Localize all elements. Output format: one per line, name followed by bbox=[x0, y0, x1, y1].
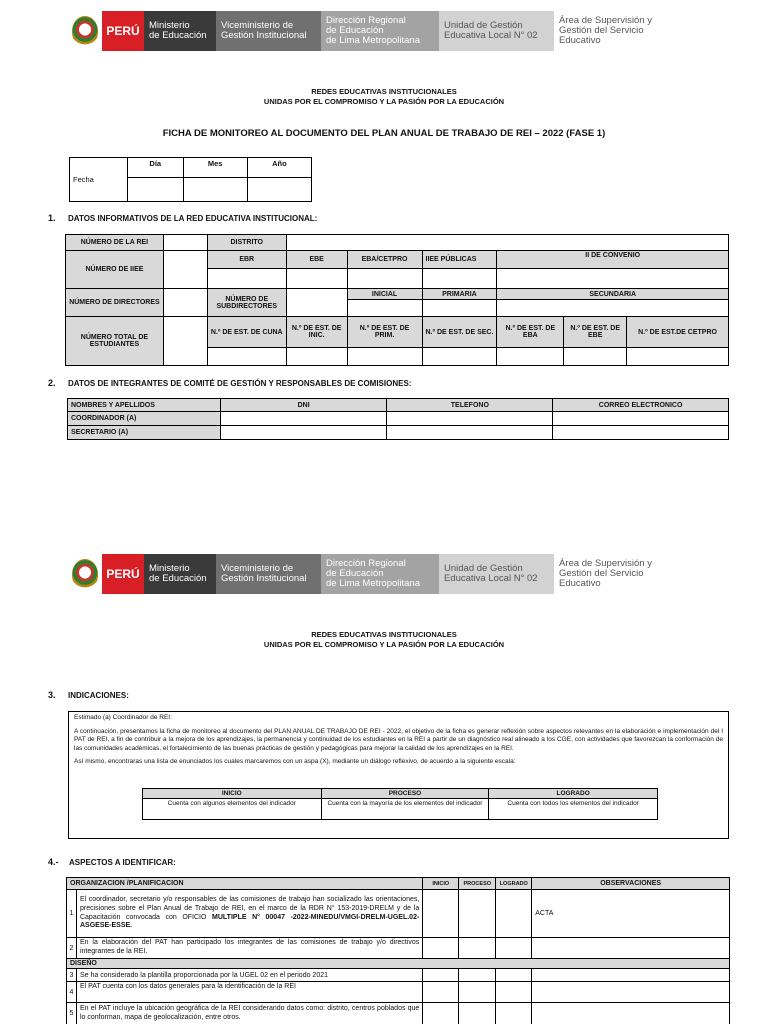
organizacion-header: ORGANIZACION /PLANIFICACION bbox=[67, 878, 423, 890]
numero-rei-label: NÚMERO DE LA REI bbox=[66, 235, 164, 251]
col-correo: CORREO ELECTRONICO bbox=[553, 399, 729, 412]
col-dni: DNI bbox=[220, 399, 387, 412]
row-3-logrado-cell[interactable] bbox=[496, 969, 532, 982]
row-1-logrado-cell[interactable] bbox=[496, 890, 532, 938]
fecha-label: Fecha bbox=[70, 158, 128, 202]
est-ebe-field[interactable] bbox=[564, 348, 627, 366]
total-estudiantes-field[interactable] bbox=[163, 317, 207, 366]
escala-logrado-desc: Cuenta con todos los elementos del indicador bbox=[489, 799, 658, 820]
row-4-obs[interactable] bbox=[532, 982, 730, 1003]
coordinador-correo-field[interactable] bbox=[553, 412, 729, 426]
row-3-inicio-cell[interactable] bbox=[423, 969, 459, 982]
ebe-field[interactable] bbox=[286, 269, 347, 289]
dia-field[interactable] bbox=[128, 178, 184, 202]
secundaria-field[interactable] bbox=[497, 300, 729, 317]
ebr-field[interactable] bbox=[207, 269, 286, 289]
ebe-label: EBE bbox=[286, 251, 347, 269]
est-sec-label: N.º DE EST. DE SEC. bbox=[422, 317, 497, 348]
directores-field[interactable] bbox=[163, 289, 207, 317]
row-3-text: Se ha considerado la plantilla proporcionada por la UGEL 02 en el periodo 2021 bbox=[76, 969, 422, 982]
escala-table bbox=[142, 788, 658, 820]
col-observaciones: OBSERVACIONES bbox=[532, 878, 730, 890]
row-4-text: El PAT cuenta con los datos generales para la identificación de la REI bbox=[76, 982, 422, 1003]
convenio-label: II DE CONVENIO bbox=[497, 251, 729, 269]
coordinador-dni-field[interactable] bbox=[220, 412, 387, 426]
ebr-label: EBR bbox=[207, 251, 286, 269]
row-3-obs[interactable] bbox=[532, 969, 730, 982]
est-eba-label: N.º DE EST. DE EBA bbox=[497, 317, 564, 348]
aspectos-table bbox=[66, 877, 730, 1024]
row-1-inicio-cell[interactable] bbox=[423, 890, 459, 938]
distrito-label: DISTRITO bbox=[207, 235, 286, 251]
form-title: FICHA DE MONITOREO AL DOCUMENTO DEL PLAN ANUAL DE TRABAJO DE REI – 2022 (FASE 1) bbox=[162, 128, 606, 139]
ugel-label: Unidad de Gestión Educativa Local N° 02 bbox=[439, 554, 554, 594]
area-label: Área de Supervisión y Gestión del Servicio Educativo bbox=[554, 11, 674, 51]
row-coordinador: COORDINADOR (A) bbox=[68, 412, 221, 426]
row-1-num: 1 bbox=[67, 890, 77, 938]
dre-label: Dirección Regional de Educación de Lima Metropolitana bbox=[321, 554, 439, 594]
eba-field[interactable] bbox=[347, 269, 422, 289]
numero-iiee-field[interactable] bbox=[163, 251, 207, 289]
primaria-field[interactable] bbox=[422, 300, 497, 317]
viceministerio-label: Viceministerio de Gestión Institucional bbox=[216, 11, 321, 51]
header-line-2: UNIDAS POR EL COMPROMISO Y LA PASIÓN POR LA EDUCACIÓN bbox=[263, 640, 505, 649]
institution-banner-2 bbox=[68, 554, 674, 594]
section-4-title: 4.- ASPECTOS A IDENTIFICAR: bbox=[48, 857, 176, 867]
iiee-publicas-field[interactable] bbox=[422, 269, 497, 289]
est-prim-field[interactable] bbox=[347, 348, 422, 366]
row-5-logrado-cell[interactable] bbox=[496, 1003, 532, 1024]
peru-crest-icon bbox=[72, 559, 98, 589]
row-4-logrado-cell[interactable] bbox=[496, 982, 532, 1003]
row-3-num: 3 bbox=[67, 969, 77, 982]
est-cuna-label: N.º DE EST. DE CUNA bbox=[207, 317, 286, 348]
indicaciones-p1: A continuación, presentamos la ficha de monitoreo al documento del PLAN ANUAL DE TRABAJO DE REI - 2022, el objetivo de la ficha es generar reflexión sobre aspectos relevantes en la elaboración e implementación del I PAT de REI, a fin de contribuir a la mejora de los aprendizajes, la permanencia y continuidad de los estudiantes en la REI a partir de un diagnóstico real alineado a los CGE, con actividades que favorezcan la conformación de las comunidades académicas, el fortalecimiento de las buenas prácticas de gestión y pedagógicas para mejorar la calidad de los aprendizajes en la REI. bbox=[74, 727, 723, 752]
peru-crest-icon bbox=[72, 16, 98, 46]
primaria-label: PRIMARIA bbox=[422, 289, 497, 300]
escala-inicio: INICIO bbox=[143, 789, 322, 799]
dia-header: Día bbox=[128, 158, 184, 178]
col-inicio: INICIO bbox=[423, 878, 459, 890]
row-5-num: 5 bbox=[67, 1003, 77, 1024]
section-3-title: 3. INDICACIONES: bbox=[48, 690, 129, 700]
distrito-field[interactable] bbox=[286, 235, 728, 251]
secretario-telefono-field[interactable] bbox=[387, 426, 553, 440]
est-sec-field[interactable] bbox=[422, 348, 497, 366]
escala-inicio-desc: Cuenta con algunos elementos del indicador bbox=[143, 799, 322, 820]
row-2-text: En la elaboración del PAT han participado los integrantes de las comisiones de trabajo y/o directivos integrantes de la REI. bbox=[76, 938, 422, 959]
section-2-title: 2. DATOS DE INTEGRANTES DE COMITÉ DE GESTIÓN Y RESPONSABLES DE COMISIONES: bbox=[48, 378, 412, 388]
area-label: Área de Supervisión y Gestión del Servicio Educativo bbox=[554, 554, 674, 594]
secretario-correo-field[interactable] bbox=[553, 426, 729, 440]
est-prim-label: N.º DE EST. DE PRIM. bbox=[347, 317, 422, 348]
est-cetpro-field[interactable] bbox=[627, 348, 729, 366]
comite-table bbox=[67, 398, 729, 440]
row-2-proceso-cell[interactable] bbox=[459, 938, 496, 959]
numero-iiee-label: NÚMERO DE IIEE bbox=[66, 251, 164, 289]
subdirectores-field[interactable] bbox=[286, 289, 347, 317]
escala-proceso-desc: Cuenta con la mayoría de los elementos del indicador bbox=[321, 799, 489, 820]
diseno-header: DISEÑO bbox=[67, 959, 730, 969]
est-cuna-field[interactable] bbox=[207, 348, 286, 366]
est-inic-field[interactable] bbox=[286, 348, 347, 366]
inicial-field[interactable] bbox=[347, 300, 422, 317]
header-line-2: UNIDAS POR EL COMPROMISO Y LA PASIÓN POR LA EDUCACIÓN bbox=[263, 97, 505, 106]
row-5-proceso-cell[interactable] bbox=[459, 1003, 496, 1024]
iiee-publicas-label: IIEE PÚBLICAS bbox=[422, 251, 497, 269]
est-inic-label: N.º DE EST. DE INIC. bbox=[286, 317, 347, 348]
row-2-obs[interactable] bbox=[532, 938, 730, 959]
mes-field[interactable] bbox=[183, 178, 247, 202]
row-4-proceso-cell[interactable] bbox=[459, 982, 496, 1003]
row-5-text: En el PAT incluye la ubicación geográfica de la REI considerando datos como: distrito, centros poblados que lo conforman, mapa de geolocalización, entre otros. bbox=[76, 1003, 422, 1024]
viceministerio-label: Viceministerio de Gestión Institucional bbox=[216, 554, 321, 594]
anio-field[interactable] bbox=[247, 178, 311, 202]
ministerio-label: Ministerio de Educación bbox=[144, 11, 216, 51]
header-line-1: REDES EDUCATIVAS INSTITUCIONALES bbox=[311, 87, 457, 96]
ugel-label: Unidad de Gestión Educativa Local N° 02 bbox=[439, 11, 554, 51]
row-5-obs[interactable] bbox=[532, 1003, 730, 1024]
est-ebe-label: N.º DE EST. DE EBE bbox=[564, 317, 627, 348]
row-1-text: El coordinador, secretario y/o responsables de las comisiones de trabajo han socializado las orientaciones, precisiones sobre el Plan Anual de Trabajo de REI, en el marco de la RDR N° 153-2019-DRELM y de la Capacitación convocada con OFICIO MULTIPLE N° 00047 -2022-MINEDU/VMGI-DRELM-UGEL.02-ASGESE-ESSE. bbox=[76, 890, 422, 938]
dre-label: Dirección Regional de Educación de Lima Metropolitana bbox=[321, 11, 439, 51]
secundaria-label: SECUNDARIA bbox=[497, 289, 729, 300]
anio-header: Año bbox=[247, 158, 311, 178]
secretario-dni-field[interactable] bbox=[220, 426, 387, 440]
col-nombres: NOMBRES Y APELLIDOS bbox=[68, 399, 221, 412]
inicial-label: INICIAL bbox=[347, 289, 422, 300]
est-cetpro-label: N.º DE EST.DE CETPRO bbox=[627, 317, 729, 348]
row-2-logrado-cell[interactable] bbox=[496, 938, 532, 959]
est-eba-field[interactable] bbox=[497, 348, 564, 366]
row-2-inicio-cell[interactable] bbox=[423, 938, 459, 959]
total-estudiantes-label: NÚMERO TOTAL DE ESTUDIANTES bbox=[66, 317, 164, 366]
indicaciones-saludo: Estimado (a) Coordinador de REI: bbox=[74, 714, 172, 721]
coordinador-telefono-field[interactable] bbox=[387, 412, 553, 426]
col-logrado: LOGRADO bbox=[496, 878, 532, 890]
indicaciones-p2: Así mismo, encontraras una lista de enunciados los cuales marcaremos con un aspa (X), mediante un diálogo reflexivo, de acuerdo a la siguiente escala: bbox=[74, 758, 516, 765]
row-1-obs[interactable]: ACTA bbox=[532, 890, 730, 938]
escala-logrado: LOGRADO bbox=[489, 789, 658, 799]
row-secretario: SECRETARIO (A) bbox=[68, 426, 221, 440]
numero-rei-field[interactable] bbox=[163, 235, 207, 251]
eba-label: EBA/CETPRO bbox=[347, 251, 422, 269]
mes-header: Mes bbox=[183, 158, 247, 178]
ministerio-label: Ministerio de Educación bbox=[144, 554, 216, 594]
directores-label: NÚMERO DE DIRECTORES bbox=[66, 289, 164, 317]
row-3-proceso-cell[interactable] bbox=[459, 969, 496, 982]
convenio-field[interactable] bbox=[497, 269, 729, 289]
subdirectores-label: NÚMERO DE SUBDIRECTORES bbox=[207, 289, 286, 317]
institution-banner bbox=[68, 11, 674, 51]
escala-proceso: PROCESO bbox=[321, 789, 489, 799]
col-telefono: TELEFONO bbox=[387, 399, 553, 412]
col-proceso: PROCESO bbox=[459, 878, 496, 890]
row-4-num: 4 bbox=[67, 982, 77, 1003]
section-1-title: 1. DATOS INFORMATIVOS DE LA RED EDUCATIVA INSTITUCIONAL: bbox=[48, 213, 318, 223]
row-1-proceso-cell[interactable] bbox=[459, 890, 496, 938]
row-4-inicio-cell[interactable] bbox=[423, 982, 459, 1003]
row-2-num: 2 bbox=[67, 938, 77, 959]
fecha-table bbox=[69, 157, 312, 202]
header-line-1: REDES EDUCATIVAS INSTITUCIONALES bbox=[311, 630, 457, 639]
peru-logo: PERÚ bbox=[102, 11, 144, 51]
rei-info-table bbox=[65, 234, 729, 366]
row-5-inicio-cell[interactable] bbox=[423, 1003, 459, 1024]
peru-logo: PERÚ bbox=[102, 554, 144, 594]
